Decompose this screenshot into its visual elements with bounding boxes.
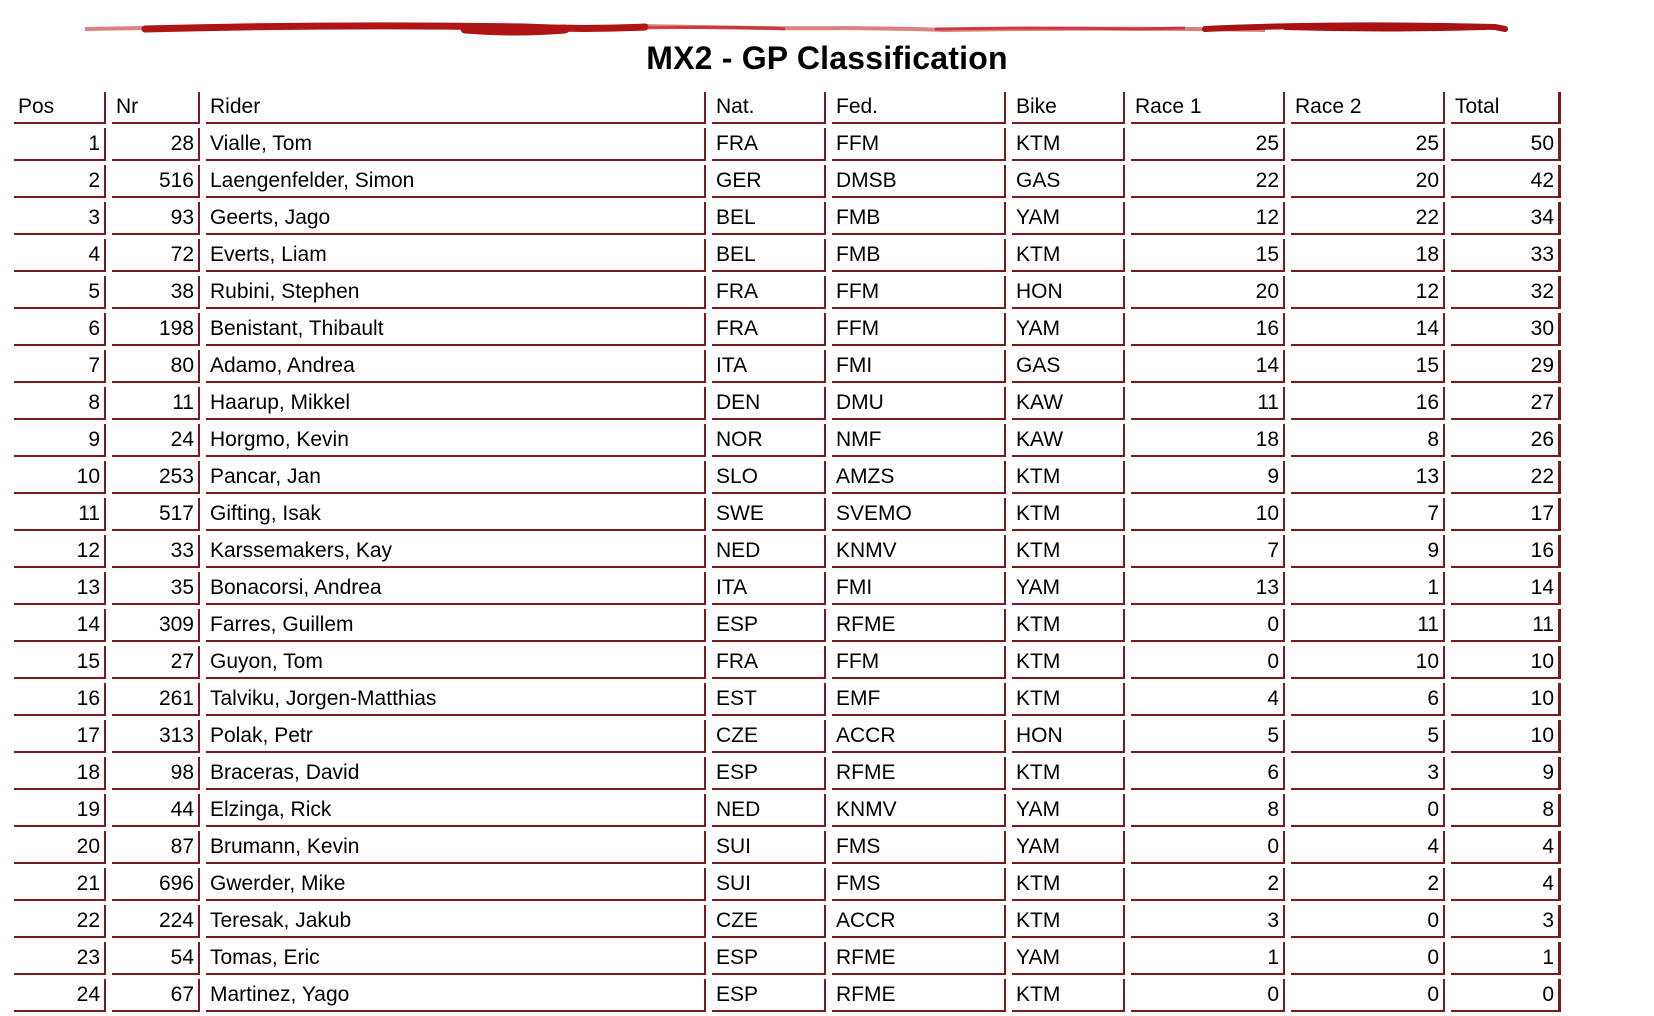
table-row	[14, 461, 1561, 494]
cell-bike: KTM	[1012, 757, 1125, 790]
table-row	[14, 424, 1561, 457]
cell-total: 16	[1451, 535, 1561, 568]
cell-race-2: 13	[1291, 461, 1445, 494]
cell-bike: KTM	[1012, 905, 1125, 938]
cell-bike: KAW	[1012, 387, 1125, 420]
cell-race-2: 25	[1291, 128, 1445, 161]
cell-fed: FMI	[832, 350, 1006, 383]
cell-race-1: 11	[1131, 387, 1285, 420]
cell-nat: NOR	[712, 424, 826, 457]
cell-nat: ITA	[712, 350, 826, 383]
table-row	[14, 868, 1561, 901]
cell-rider: Braceras, David	[206, 757, 706, 790]
cell-bike: YAM	[1012, 572, 1125, 605]
cell-total: 9	[1451, 757, 1561, 790]
cell-nr: 27	[112, 646, 200, 679]
table-row	[14, 905, 1561, 938]
cell-race-1: 15	[1131, 239, 1285, 272]
cell-total: 14	[1451, 572, 1561, 605]
classification-table	[8, 88, 1567, 1016]
cell-race-2: 9	[1291, 535, 1445, 568]
cell-fed: FMI	[832, 572, 1006, 605]
cell-race-2: 11	[1291, 609, 1445, 642]
cell-total: 42	[1451, 165, 1561, 198]
cell-race-2: 20	[1291, 165, 1445, 198]
cell-fed: DMSB	[832, 165, 1006, 198]
cell-fed: EMF	[832, 683, 1006, 716]
cell-race-1: 18	[1131, 424, 1285, 457]
cell-nat: ESP	[712, 609, 826, 642]
cell-race-1: 1	[1131, 942, 1285, 975]
cell-total: 29	[1451, 350, 1561, 383]
cell-bike: HON	[1012, 276, 1125, 309]
cell-race-1: 22	[1131, 165, 1285, 198]
cell-race-1: 10	[1131, 498, 1285, 531]
cell-bike: KTM	[1012, 461, 1125, 494]
cell-race-1: 5	[1131, 720, 1285, 753]
cell-bike: KTM	[1012, 979, 1125, 1012]
cell-rider: Elzinga, Rick	[206, 794, 706, 827]
cell-nr: 309	[112, 609, 200, 642]
cell-total: 1	[1451, 942, 1561, 975]
cell-nr: 67	[112, 979, 200, 1012]
cell-rider: Guyon, Tom	[206, 646, 706, 679]
cell-nr: 11	[112, 387, 200, 420]
cell-nr: 98	[112, 757, 200, 790]
table-row	[14, 646, 1561, 679]
cell-bike: KTM	[1012, 646, 1125, 679]
cell-fed: FFM	[832, 313, 1006, 346]
cell-nat: SUI	[712, 868, 826, 901]
cell-race-1: 13	[1131, 572, 1285, 605]
table-row	[14, 757, 1561, 790]
cell-nr: 696	[112, 868, 200, 901]
cell-nr: 87	[112, 831, 200, 864]
cell-pos: 23	[14, 942, 106, 975]
cell-fed: RFME	[832, 609, 1006, 642]
cell-race-1: 0	[1131, 646, 1285, 679]
cell-race-2: 5	[1291, 720, 1445, 753]
cell-bike: KAW	[1012, 424, 1125, 457]
cell-race-1: 25	[1131, 128, 1285, 161]
cell-bike: KTM	[1012, 868, 1125, 901]
cell-race-1: 0	[1131, 979, 1285, 1012]
cell-race-1: 2	[1131, 868, 1285, 901]
cell-rider: Vialle, Tom	[206, 128, 706, 161]
cell-rider: Haarup, Mikkel	[206, 387, 706, 420]
cell-rider: Bonacorsi, Andrea	[206, 572, 706, 605]
cell-total: 30	[1451, 313, 1561, 346]
column-header-nr: Nr	[112, 92, 200, 124]
cell-nat: BEL	[712, 239, 826, 272]
cell-bike: KTM	[1012, 498, 1125, 531]
cell-race-1: 3	[1131, 905, 1285, 938]
cell-race-1: 8	[1131, 794, 1285, 827]
column-header-race-2: Race 2	[1291, 92, 1445, 124]
table-row	[14, 313, 1561, 346]
cell-rider: Geerts, Jago	[206, 202, 706, 235]
cell-pos: 17	[14, 720, 106, 753]
cell-fed: FFM	[832, 646, 1006, 679]
cell-race-2: 12	[1291, 276, 1445, 309]
cell-nat: ESP	[712, 979, 826, 1012]
cell-pos: 19	[14, 794, 106, 827]
cell-nat: CZE	[712, 720, 826, 753]
cell-total: 11	[1451, 609, 1561, 642]
table-row	[14, 202, 1561, 235]
cell-rider: Karssemakers, Kay	[206, 535, 706, 568]
cell-bike: KTM	[1012, 239, 1125, 272]
cell-race-2: 0	[1291, 905, 1445, 938]
cell-race-2: 10	[1291, 646, 1445, 679]
cell-nat: ITA	[712, 572, 826, 605]
cell-nr: 72	[112, 239, 200, 272]
cell-fed: RFME	[832, 979, 1006, 1012]
cell-fed: FMS	[832, 831, 1006, 864]
cell-rider: Polak, Petr	[206, 720, 706, 753]
cell-pos: 16	[14, 683, 106, 716]
table-row	[14, 683, 1561, 716]
cell-pos: 3	[14, 202, 106, 235]
cell-pos: 1	[14, 128, 106, 161]
cell-race-1: 9	[1131, 461, 1285, 494]
cell-nr: 313	[112, 720, 200, 753]
brush-stroke-banner	[85, 20, 1585, 38]
table-row	[14, 498, 1561, 531]
cell-race-2: 0	[1291, 794, 1445, 827]
cell-race-1: 6	[1131, 757, 1285, 790]
cell-race-2: 22	[1291, 202, 1445, 235]
table-row	[14, 831, 1561, 864]
cell-total: 10	[1451, 720, 1561, 753]
table-row	[14, 387, 1561, 420]
column-header-fed: Fed.	[832, 92, 1006, 124]
cell-bike: KTM	[1012, 535, 1125, 568]
cell-nr: 24	[112, 424, 200, 457]
cell-nat: CZE	[712, 905, 826, 938]
cell-total: 4	[1451, 868, 1561, 901]
cell-race-1: 0	[1131, 609, 1285, 642]
cell-pos: 13	[14, 572, 106, 605]
cell-rider: Pancar, Jan	[206, 461, 706, 494]
cell-fed: FFM	[832, 276, 1006, 309]
cell-bike: YAM	[1012, 313, 1125, 346]
cell-race-2: 2	[1291, 868, 1445, 901]
cell-nat: FRA	[712, 313, 826, 346]
table-row	[14, 276, 1561, 309]
cell-nr: 198	[112, 313, 200, 346]
cell-total: 0	[1451, 979, 1561, 1012]
cell-total: 26	[1451, 424, 1561, 457]
cell-nr: 35	[112, 572, 200, 605]
cell-nat: FRA	[712, 276, 826, 309]
cell-fed: RFME	[832, 942, 1006, 975]
cell-pos: 15	[14, 646, 106, 679]
table-header-row	[14, 92, 1561, 124]
cell-fed: KNMV	[832, 535, 1006, 568]
column-header-nat: Nat.	[712, 92, 826, 124]
table-row	[14, 942, 1561, 975]
cell-total: 10	[1451, 646, 1561, 679]
cell-rider: Horgmo, Kevin	[206, 424, 706, 457]
column-header-total: Total	[1451, 92, 1561, 124]
cell-nat: SLO	[712, 461, 826, 494]
table-row	[14, 165, 1561, 198]
cell-nr: 54	[112, 942, 200, 975]
cell-bike: YAM	[1012, 831, 1125, 864]
cell-nat: SUI	[712, 831, 826, 864]
cell-rider: Gwerder, Mike	[206, 868, 706, 901]
cell-total: 22	[1451, 461, 1561, 494]
cell-total: 34	[1451, 202, 1561, 235]
cell-pos: 7	[14, 350, 106, 383]
cell-nat: BEL	[712, 202, 826, 235]
cell-pos: 4	[14, 239, 106, 272]
cell-total: 3	[1451, 905, 1561, 938]
cell-nr: 93	[112, 202, 200, 235]
cell-pos: 9	[14, 424, 106, 457]
cell-pos: 11	[14, 498, 106, 531]
cell-nr: 261	[112, 683, 200, 716]
cell-rider: Laengenfelder, Simon	[206, 165, 706, 198]
cell-nat: ESP	[712, 757, 826, 790]
cell-total: 50	[1451, 128, 1561, 161]
cell-pos: 8	[14, 387, 106, 420]
cell-race-1: 7	[1131, 535, 1285, 568]
cell-rider: Everts, Liam	[206, 239, 706, 272]
cell-race-1: 12	[1131, 202, 1285, 235]
cell-total: 32	[1451, 276, 1561, 309]
cell-pos: 12	[14, 535, 106, 568]
cell-race-1: 16	[1131, 313, 1285, 346]
cell-race-2: 18	[1291, 239, 1445, 272]
column-header-pos: Pos	[14, 92, 106, 124]
cell-total: 17	[1451, 498, 1561, 531]
cell-nr: 38	[112, 276, 200, 309]
cell-fed: SVEMO	[832, 498, 1006, 531]
table-row	[14, 128, 1561, 161]
cell-bike: HON	[1012, 720, 1125, 753]
cell-race-2: 7	[1291, 498, 1445, 531]
cell-total: 27	[1451, 387, 1561, 420]
cell-nat: FRA	[712, 128, 826, 161]
table-row	[14, 794, 1561, 827]
cell-rider: Rubini, Stephen	[206, 276, 706, 309]
table-row	[14, 609, 1561, 642]
cell-rider: Talviku, Jorgen-Matthias	[206, 683, 706, 716]
cell-nr: 517	[112, 498, 200, 531]
cell-total: 4	[1451, 831, 1561, 864]
cell-race-1: 14	[1131, 350, 1285, 383]
cell-rider: Adamo, Andrea	[206, 350, 706, 383]
cell-rider: Brumann, Kevin	[206, 831, 706, 864]
cell-fed: FMS	[832, 868, 1006, 901]
cell-race-2: 8	[1291, 424, 1445, 457]
cell-fed: AMZS	[832, 461, 1006, 494]
cell-bike: YAM	[1012, 942, 1125, 975]
cell-nat: NED	[712, 794, 826, 827]
cell-nr: 33	[112, 535, 200, 568]
brush-stroke-graphic	[85, 20, 1585, 38]
cell-race-2: 1	[1291, 572, 1445, 605]
cell-nat: ESP	[712, 942, 826, 975]
cell-race-2: 15	[1291, 350, 1445, 383]
cell-rider: Gifting, Isak	[206, 498, 706, 531]
cell-fed: FMB	[832, 239, 1006, 272]
cell-pos: 18	[14, 757, 106, 790]
cell-race-2: 16	[1291, 387, 1445, 420]
cell-rider: Benistant, Thibault	[206, 313, 706, 346]
cell-fed: FMB	[832, 202, 1006, 235]
cell-fed: FFM	[832, 128, 1006, 161]
cell-fed: RFME	[832, 757, 1006, 790]
cell-fed: NMF	[832, 424, 1006, 457]
cell-nat: FRA	[712, 646, 826, 679]
cell-fed: DMU	[832, 387, 1006, 420]
cell-nr: 253	[112, 461, 200, 494]
cell-bike: KTM	[1012, 128, 1125, 161]
cell-race-1: 20	[1131, 276, 1285, 309]
cell-pos: 6	[14, 313, 106, 346]
cell-race-2: 14	[1291, 313, 1445, 346]
cell-rider: Tomas, Eric	[206, 942, 706, 975]
cell-nat: EST	[712, 683, 826, 716]
cell-bike: YAM	[1012, 794, 1125, 827]
cell-pos: 10	[14, 461, 106, 494]
cell-race-2: 3	[1291, 757, 1445, 790]
cell-pos: 21	[14, 868, 106, 901]
cell-race-2: 4	[1291, 831, 1445, 864]
cell-bike: YAM	[1012, 202, 1125, 235]
column-header-rider: Rider	[206, 92, 706, 124]
cell-nr: 224	[112, 905, 200, 938]
cell-fed: KNMV	[832, 794, 1006, 827]
cell-pos: 5	[14, 276, 106, 309]
page-title: MX2 - GP Classification	[646, 40, 1008, 76]
cell-nat: SWE	[712, 498, 826, 531]
cell-pos: 20	[14, 831, 106, 864]
column-header-bike: Bike	[1012, 92, 1125, 124]
column-header-race-1: Race 1	[1131, 92, 1285, 124]
cell-nat: GER	[712, 165, 826, 198]
cell-race-2: 0	[1291, 942, 1445, 975]
cell-fed: ACCR	[832, 905, 1006, 938]
cell-nr: 28	[112, 128, 200, 161]
cell-nr: 80	[112, 350, 200, 383]
cell-race-2: 6	[1291, 683, 1445, 716]
cell-pos: 14	[14, 609, 106, 642]
cell-fed: ACCR	[832, 720, 1006, 753]
table-row	[14, 535, 1561, 568]
cell-nat: NED	[712, 535, 826, 568]
cell-bike: KTM	[1012, 609, 1125, 642]
cell-nr: 516	[112, 165, 200, 198]
table-row	[14, 350, 1561, 383]
cell-rider: Martinez, Yago	[206, 979, 706, 1012]
table-row	[14, 720, 1561, 753]
cell-total: 33	[1451, 239, 1561, 272]
cell-pos: 2	[14, 165, 106, 198]
table-row	[14, 572, 1561, 605]
cell-bike: GAS	[1012, 350, 1125, 383]
table-row	[14, 239, 1561, 272]
cell-pos: 22	[14, 905, 106, 938]
cell-total: 10	[1451, 683, 1561, 716]
cell-race-1: 0	[1131, 831, 1285, 864]
cell-nat: DEN	[712, 387, 826, 420]
cell-rider: Farres, Guillem	[206, 609, 706, 642]
cell-rider: Teresak, Jakub	[206, 905, 706, 938]
cell-total: 8	[1451, 794, 1561, 827]
cell-pos: 24	[14, 979, 106, 1012]
cell-bike: GAS	[1012, 165, 1125, 198]
cell-race-1: 4	[1131, 683, 1285, 716]
cell-bike: KTM	[1012, 683, 1125, 716]
cell-race-2: 0	[1291, 979, 1445, 1012]
cell-nr: 44	[112, 794, 200, 827]
